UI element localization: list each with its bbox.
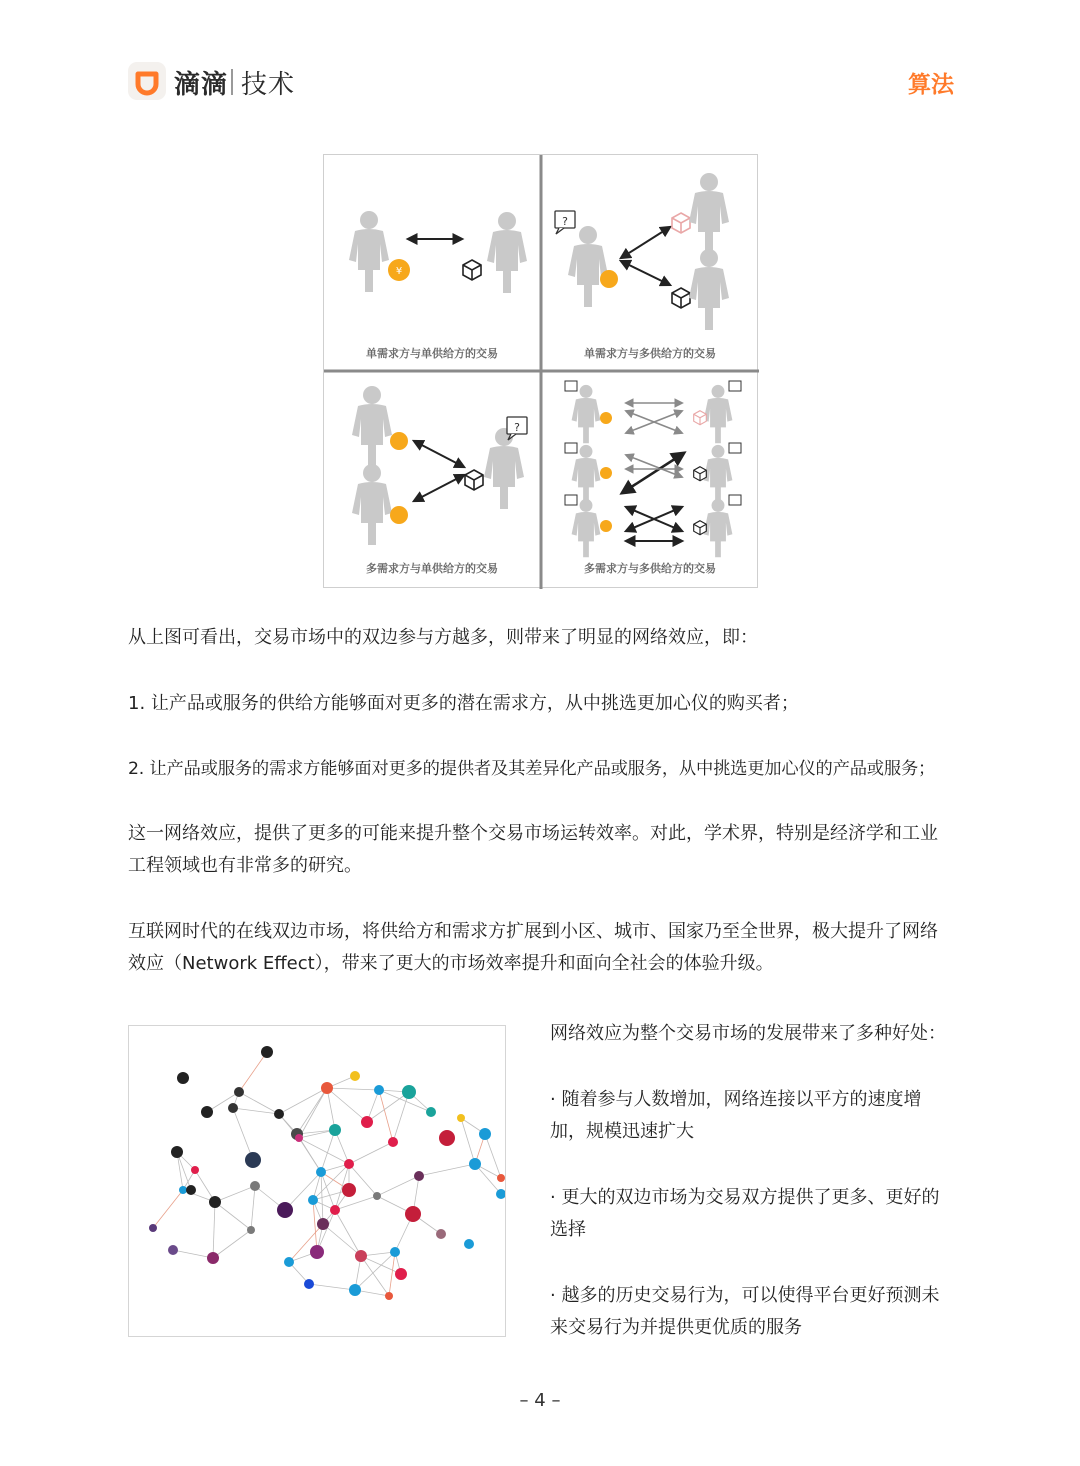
network-edge (377, 1176, 419, 1196)
network-node (308, 1195, 318, 1205)
network-edge (173, 1250, 213, 1258)
network-node (247, 1226, 255, 1234)
network-edge (233, 1108, 253, 1160)
network-edge (367, 1092, 409, 1122)
point-2-paragraph: 2. 让产品或服务的需求方能够面对更多的提供者及其差异化产品或服务，从中挑选更加心仪的产品或服务； (128, 759, 936, 779)
network-node (274, 1109, 284, 1119)
paragraph-online-market: 互联网时代的在线双边市场，将供给方和需求方扩展到小区、城市、国家乃至全世界，极大提升了网络效应（Network Effect），带来了更大的市场效率提升和面向全社会的体验升级。 (128, 921, 938, 974)
network-node (191, 1166, 199, 1174)
market-types-illustration (324, 155, 759, 589)
intro-paragraph: 从上图可看出，交易市场中的双边参与方越多，则带来了明显的网络效应，即： (128, 627, 758, 648)
network-edge (177, 1152, 191, 1190)
network-edge (309, 1284, 355, 1290)
caption-single-single: 单需求方与单供给方的交易 (366, 347, 498, 360)
network-edge (349, 1142, 393, 1164)
network-node (304, 1279, 314, 1289)
network-node (186, 1185, 196, 1195)
network-edge (321, 1130, 335, 1172)
network-edge (299, 1138, 321, 1172)
network-node (168, 1245, 178, 1255)
caption-multi-single: 多需求方与单供给方的交易 (366, 562, 498, 575)
network-node (439, 1130, 455, 1146)
network-node (426, 1107, 436, 1117)
network-edge (379, 1090, 393, 1142)
network-edge (297, 1088, 327, 1134)
network-node (414, 1171, 424, 1181)
network-node (207, 1252, 219, 1264)
network-node (361, 1116, 373, 1128)
network-node (349, 1284, 361, 1296)
network-node (496, 1189, 505, 1199)
network-edge (327, 1088, 367, 1122)
network-node (385, 1292, 393, 1300)
network-node (405, 1206, 421, 1222)
sidebar-bullet-2: · 更大的双边市场为交易双方提供了更多、更好的选择 (550, 1187, 940, 1240)
network-node (342, 1183, 356, 1197)
brand-subtitle: 技术 (241, 70, 296, 100)
network-edge (213, 1202, 215, 1258)
paragraph-efficiency: 这一网络效应，提供了更多的可能来提升整个交易市场运转效率。对此，学术界，特别是经济学和工业工程领域也有非常多的研究。 (128, 823, 938, 876)
network-edge (461, 1118, 475, 1164)
network-node (344, 1159, 354, 1169)
brand-divider (231, 69, 233, 95)
network-node (277, 1202, 293, 1218)
svg-text:?: ? (514, 421, 520, 434)
network-edge (299, 1138, 349, 1164)
network-edge (419, 1164, 475, 1176)
network-node (310, 1245, 324, 1259)
network-node (149, 1224, 157, 1232)
network-node (209, 1196, 221, 1208)
svg-text:?: ? (562, 215, 568, 228)
network-edge (215, 1186, 255, 1202)
caption-multi-multi: 多需求方与多供给方的交易 (584, 562, 716, 575)
network-node (177, 1072, 189, 1084)
network-node (179, 1186, 187, 1194)
network-node (374, 1085, 384, 1095)
page-header (128, 60, 954, 104)
network-node (261, 1046, 273, 1058)
sidebar-bullet-3: · 越多的历史交易行为，可以使得平台更好预测未来交易行为并提供更优质的服务 (550, 1285, 940, 1338)
point-1-paragraph: 1. 让产品或服务的供给方能够面对更多的潜在需求方，从中挑选更加心仪的购买者； (128, 693, 799, 714)
panel-single-single (349, 211, 527, 293)
network-node (390, 1247, 400, 1257)
network-node (228, 1103, 238, 1113)
network-node (457, 1114, 465, 1122)
network-edge (215, 1202, 251, 1230)
network-node (295, 1134, 303, 1142)
network-node (355, 1250, 367, 1262)
network-node (469, 1158, 481, 1170)
network-edge (389, 1252, 395, 1296)
network-graph-figure (128, 1025, 506, 1337)
caption-single-multi: 单需求方与多供给方的交易 (584, 347, 716, 360)
network-node (402, 1085, 416, 1099)
network-edge (239, 1092, 279, 1114)
network-edge (335, 1210, 361, 1256)
network-edge (153, 1190, 183, 1228)
network-node (388, 1137, 398, 1147)
network-node (395, 1268, 407, 1280)
network-node (284, 1257, 294, 1267)
network-node (201, 1106, 213, 1118)
network-edge (251, 1186, 255, 1230)
network-edge (485, 1134, 501, 1178)
panel-single-multi (555, 173, 729, 330)
network-node (479, 1128, 491, 1140)
svg-text:¥: ¥ (395, 266, 403, 277)
network-graph-illustration (129, 1026, 505, 1336)
network-node (245, 1152, 261, 1168)
panel-multi-single (352, 386, 527, 545)
market-types-figure (323, 154, 758, 588)
network-node (497, 1174, 505, 1182)
network-edge (335, 1196, 377, 1210)
sidebar-bullet-1: · 随着参与人数增加，网络连接以平方的速度增加，规模迅速扩大 (550, 1089, 922, 1142)
network-node (330, 1205, 340, 1215)
panel-multi-multi (565, 381, 741, 557)
network-edge (323, 1224, 361, 1256)
network-node (329, 1124, 341, 1136)
network-node (321, 1082, 333, 1094)
didi-logo-icon (128, 62, 166, 100)
network-edge (239, 1052, 267, 1092)
network-node (234, 1087, 244, 1097)
network-node (350, 1071, 360, 1081)
network-node (317, 1218, 329, 1230)
network-node (464, 1239, 474, 1249)
network-edge (327, 1088, 379, 1090)
network-node (373, 1192, 381, 1200)
network-node (316, 1167, 326, 1177)
network-edge (213, 1230, 251, 1258)
page-number: – 4 – (519, 1390, 561, 1411)
network-node (250, 1181, 260, 1191)
network-node (436, 1229, 446, 1239)
network-node (171, 1146, 183, 1158)
sidebar-heading: 网络效应为整个交易市场的发展带来了多种好处： (550, 1023, 946, 1044)
brand-name: 滴滴 (174, 70, 229, 100)
network-edge (233, 1108, 279, 1114)
category-label: 算法 (908, 72, 954, 98)
